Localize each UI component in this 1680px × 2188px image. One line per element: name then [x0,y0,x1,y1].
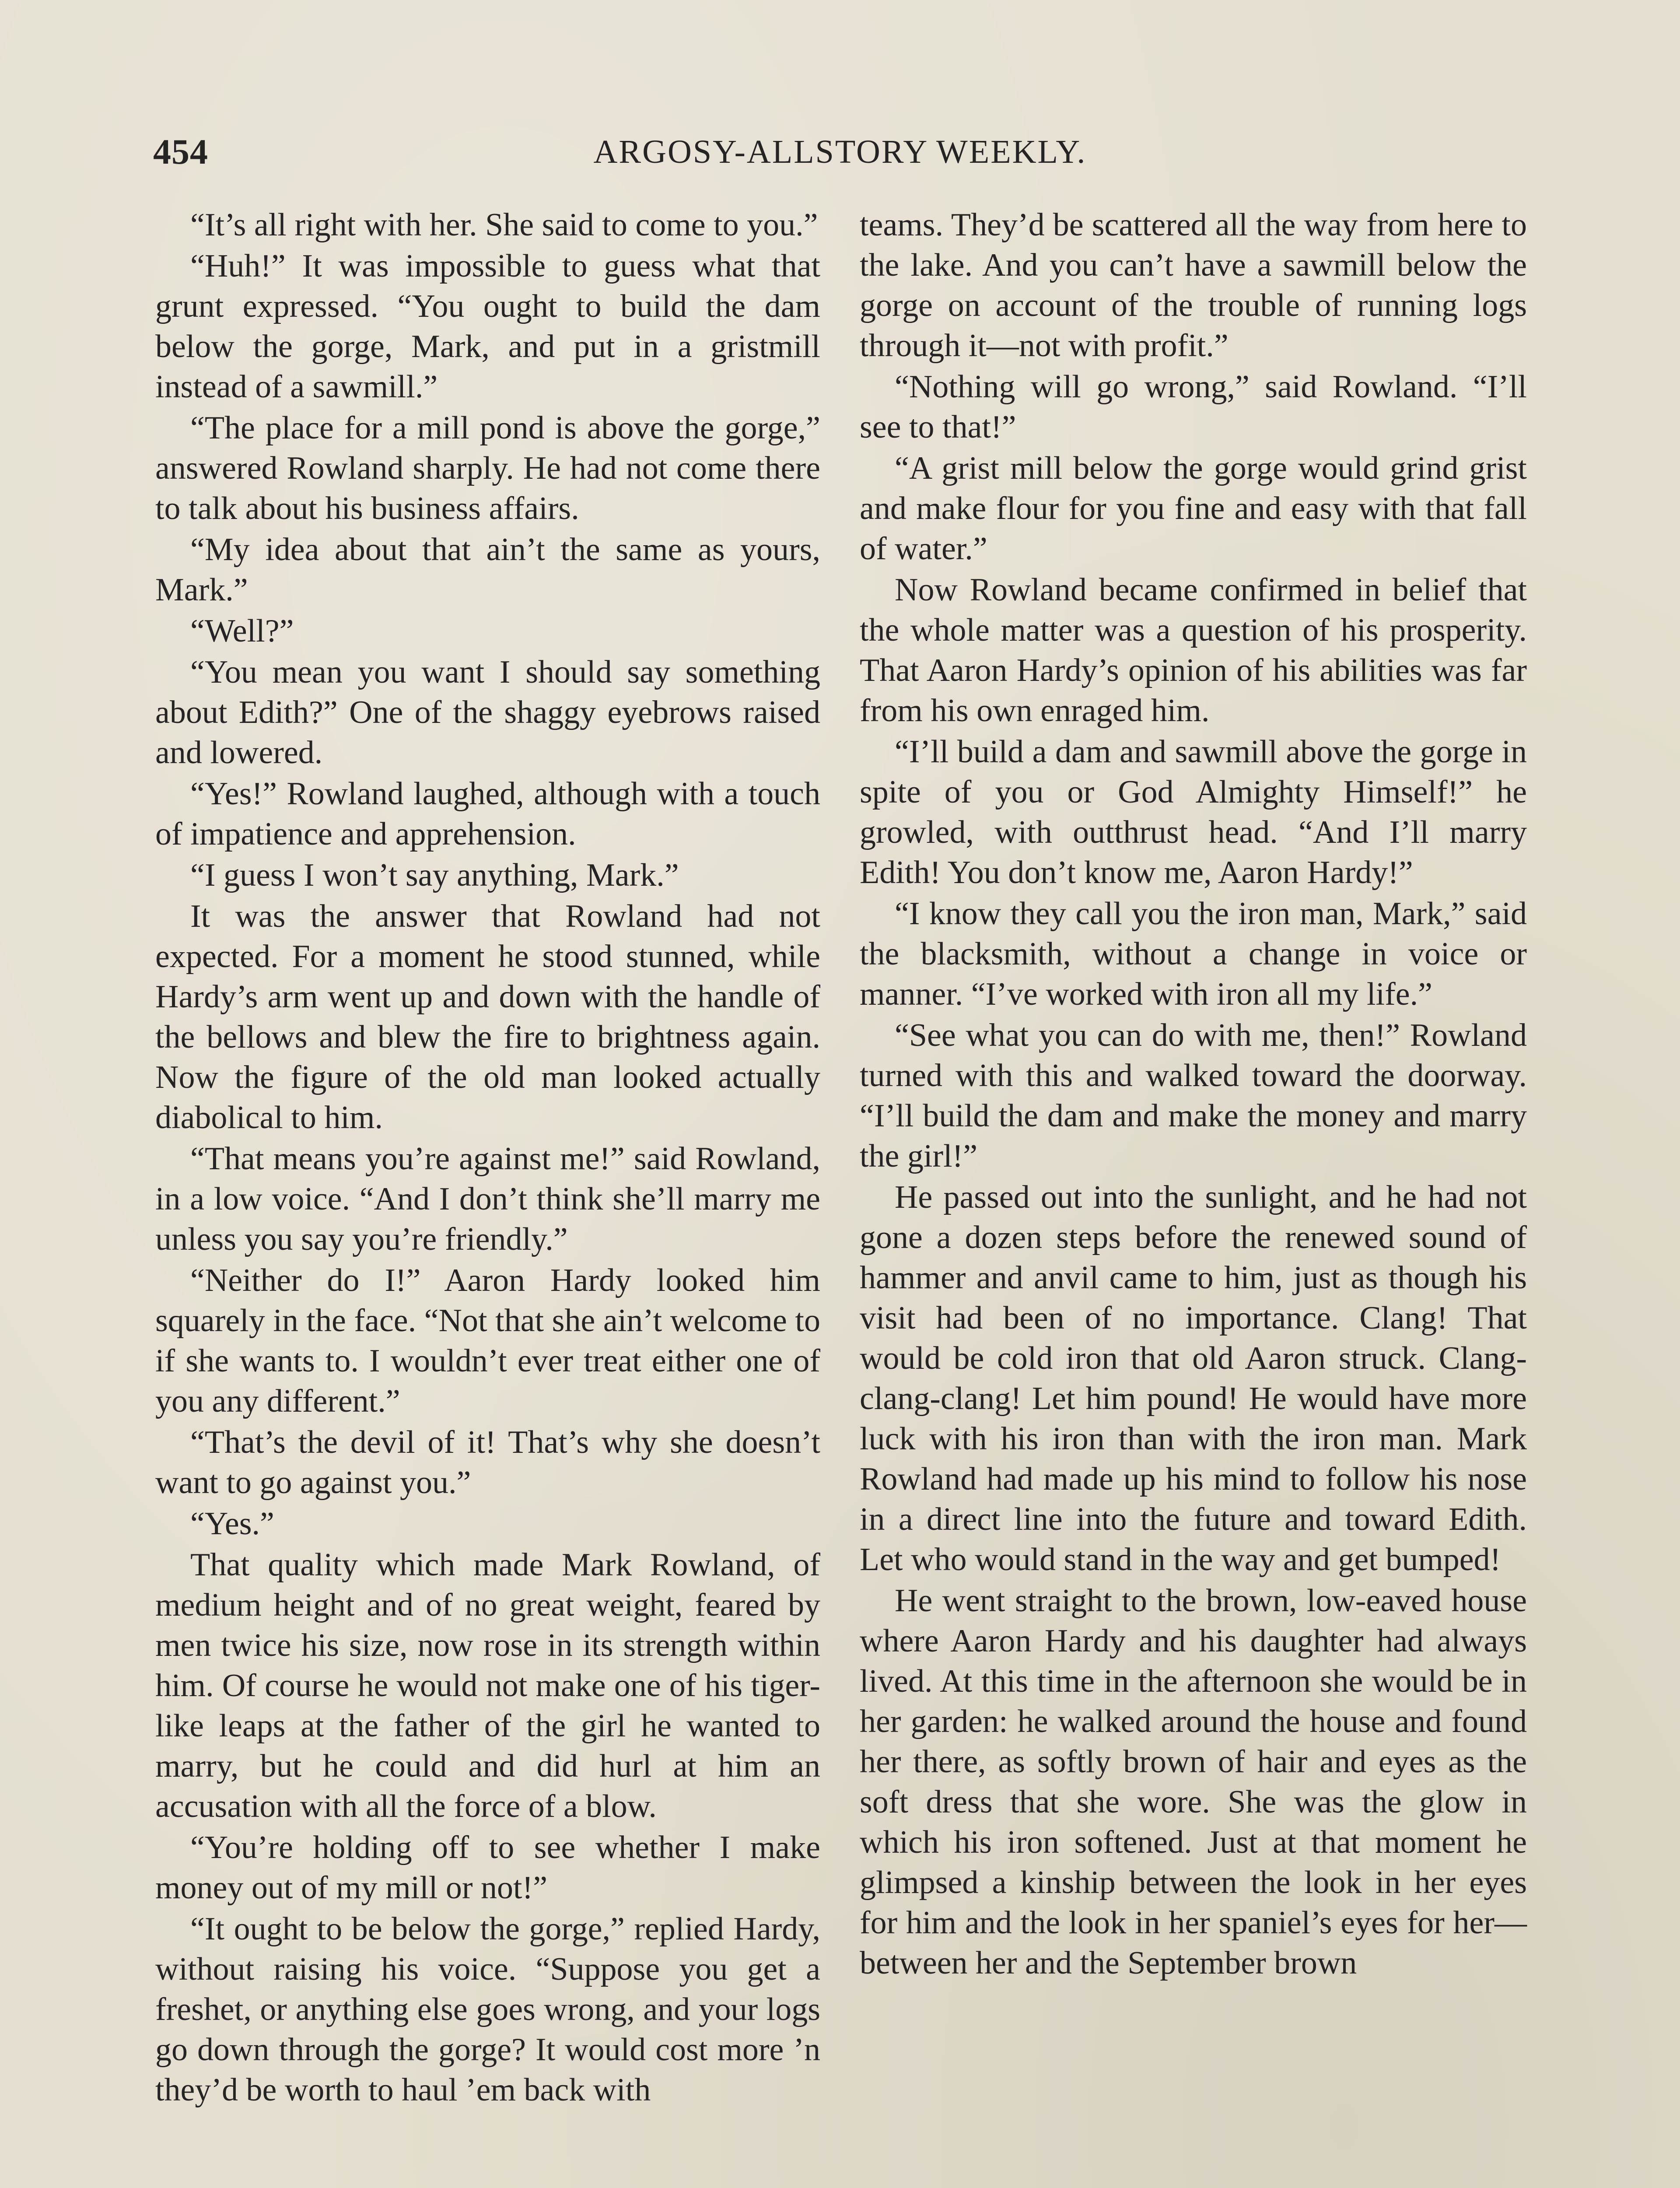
paragraph-continued: teams. They’d be scattered all the way from here to the lake. And you can’t have a sawmill below the gorge on account of the trouble of running logs through it—not with profit.” [860,207,1527,364]
paragraph: “Yes!” Rowland laughed, although with a touch of impatience and apprehension. [155,776,820,852]
paragraph: Now Rowland became confirmed in belief that the whole matter was a question of his prosperity. That Aaron Hardy’s opinion of his abilities was far from his own enraged him. [860,572,1527,729]
paragraph: He went straight to the brown, low-eaved house where Aaron Hardy and his daughter had always lived. At this time in the afternoon she would be in her garden: he walked around the house and found her there, as softly brown of hair and eyes as the soft dress that she wore. She was the glow in which his iron softened. Just at that moment he glimpsed a kinship between the look in her eyes for him and the look in her spaniel’s eyes for her—between her and the September brown [860,1583,1527,1981]
paragraph: “It ought to be below the gorge,” replied Hardy, without raising his voice. “Suppose you get a freshet, or anything else goes wrong, and your logs go down through the gorge? It would cost more ’n they’d be worth to haul ’em back with [155,1911,820,2108]
paragraph: “Neither do I!” Aaron Hardy looked him squarely in the face. “Not that she ain’t welcome to if she wants to. I wouldn’t ever treat either one of you any different.” [155,1262,820,1419]
right-column [860,205,1527,1984]
page-number: 454 [153,132,208,172]
paragraph: It was the answer that Rowland had not expected. For a moment he stood stunned, while Hardy’s arm went up and down with the handle of the bellows and blew the fire to brightness again. Now the figure of the old man looked actually diabolical to him. [155,898,820,1136]
paragraph: “It’s all right with her. She said to come to you.” [190,207,818,243]
paragraph: “A grist mill below the gorge would grind grist and make flour for you fine and easy with that fall of water.” [860,450,1527,567]
paragraph: “You’re holding off to see whether I make money out of my mill or not!” [155,1830,820,1906]
paragraph: “Nothing will go wrong,” said Rowland. “I’ll see to that!” [860,369,1527,445]
paragraph: “You mean you want I should say something about Edith?” One of the shaggy eyebrows raised and lowered. [155,654,820,771]
paragraph: “I know they call you the iron man, Mark,” said the blacksmith, without a change in voice or manner. “I’ve worked with iron all my life.” [860,896,1527,1012]
paragraph: “See what you can do with me, then!” Rowland turned with this and walked toward the doorway. “I’ll build the dam and make the money and marry the girl!” [860,1017,1527,1174]
paragraph: “That’s the devil of it! That’s why she doesn’t want to go against you.” [155,1424,820,1501]
paragraph: “The place for a mill pond is above the gorge,” answered Rowland sharply. He had not come there to talk about his business affairs. [155,410,820,526]
page-header [153,128,1527,176]
paragraph: “That means you’re against me!” said Rowland, in a low voice. “And I don’t think she’ll marry me unless you say you’re friendly.” [155,1141,820,1257]
paragraph: That quality which made Mark Rowland, of medium height and of no great weight, feared by men twice his size, now rose in its strength within him. Of course he would not make one of his tiger-like leaps at the father of the girl he wanted to marry, but he could and did hurl at him an accusation with all the force of a blow. [155,1547,820,1824]
running-head: ARGOSY-ALLSTORY WEEKLY. [593,133,1087,170]
paragraph: He passed out into the sunlight, and he had not gone a dozen steps before the renewed sound of hammer and anvil came to him, just as though his visit had been of no importance. Clang! That would be cold iron that old Aaron struck. Clang-clang-clang! Let him pound! He would have more luck with his iron than with the iron man. Mark Rowland had made up his mind to follow his nose in a direct line into the future and toward Edith. Let who would stand in the way and get bumped! [860,1179,1527,1578]
paragraph: “Well?” [190,613,294,649]
paragraph: “Yes.” [190,1506,274,1542]
paragraph: “I’ll build a dam and sawmill above the gorge in spite of you or God Almighty Himself!” he growled, with outthrust head. “And I’ll marry Edith! You don’t know me, Aaron Hardy!” [860,734,1527,891]
paragraph: “I guess I won’t say anything, Mark.” [190,857,679,893]
left-column [155,205,820,2111]
paragraph: “Huh!” It was impossible to guess what that grunt expressed. “You ought to build the dam below the gorge, Mark, and put in a gristmill instead of a sawmill.” [155,248,820,405]
paragraph: “My idea about that ain’t the same as yours, Mark.” [155,532,820,608]
